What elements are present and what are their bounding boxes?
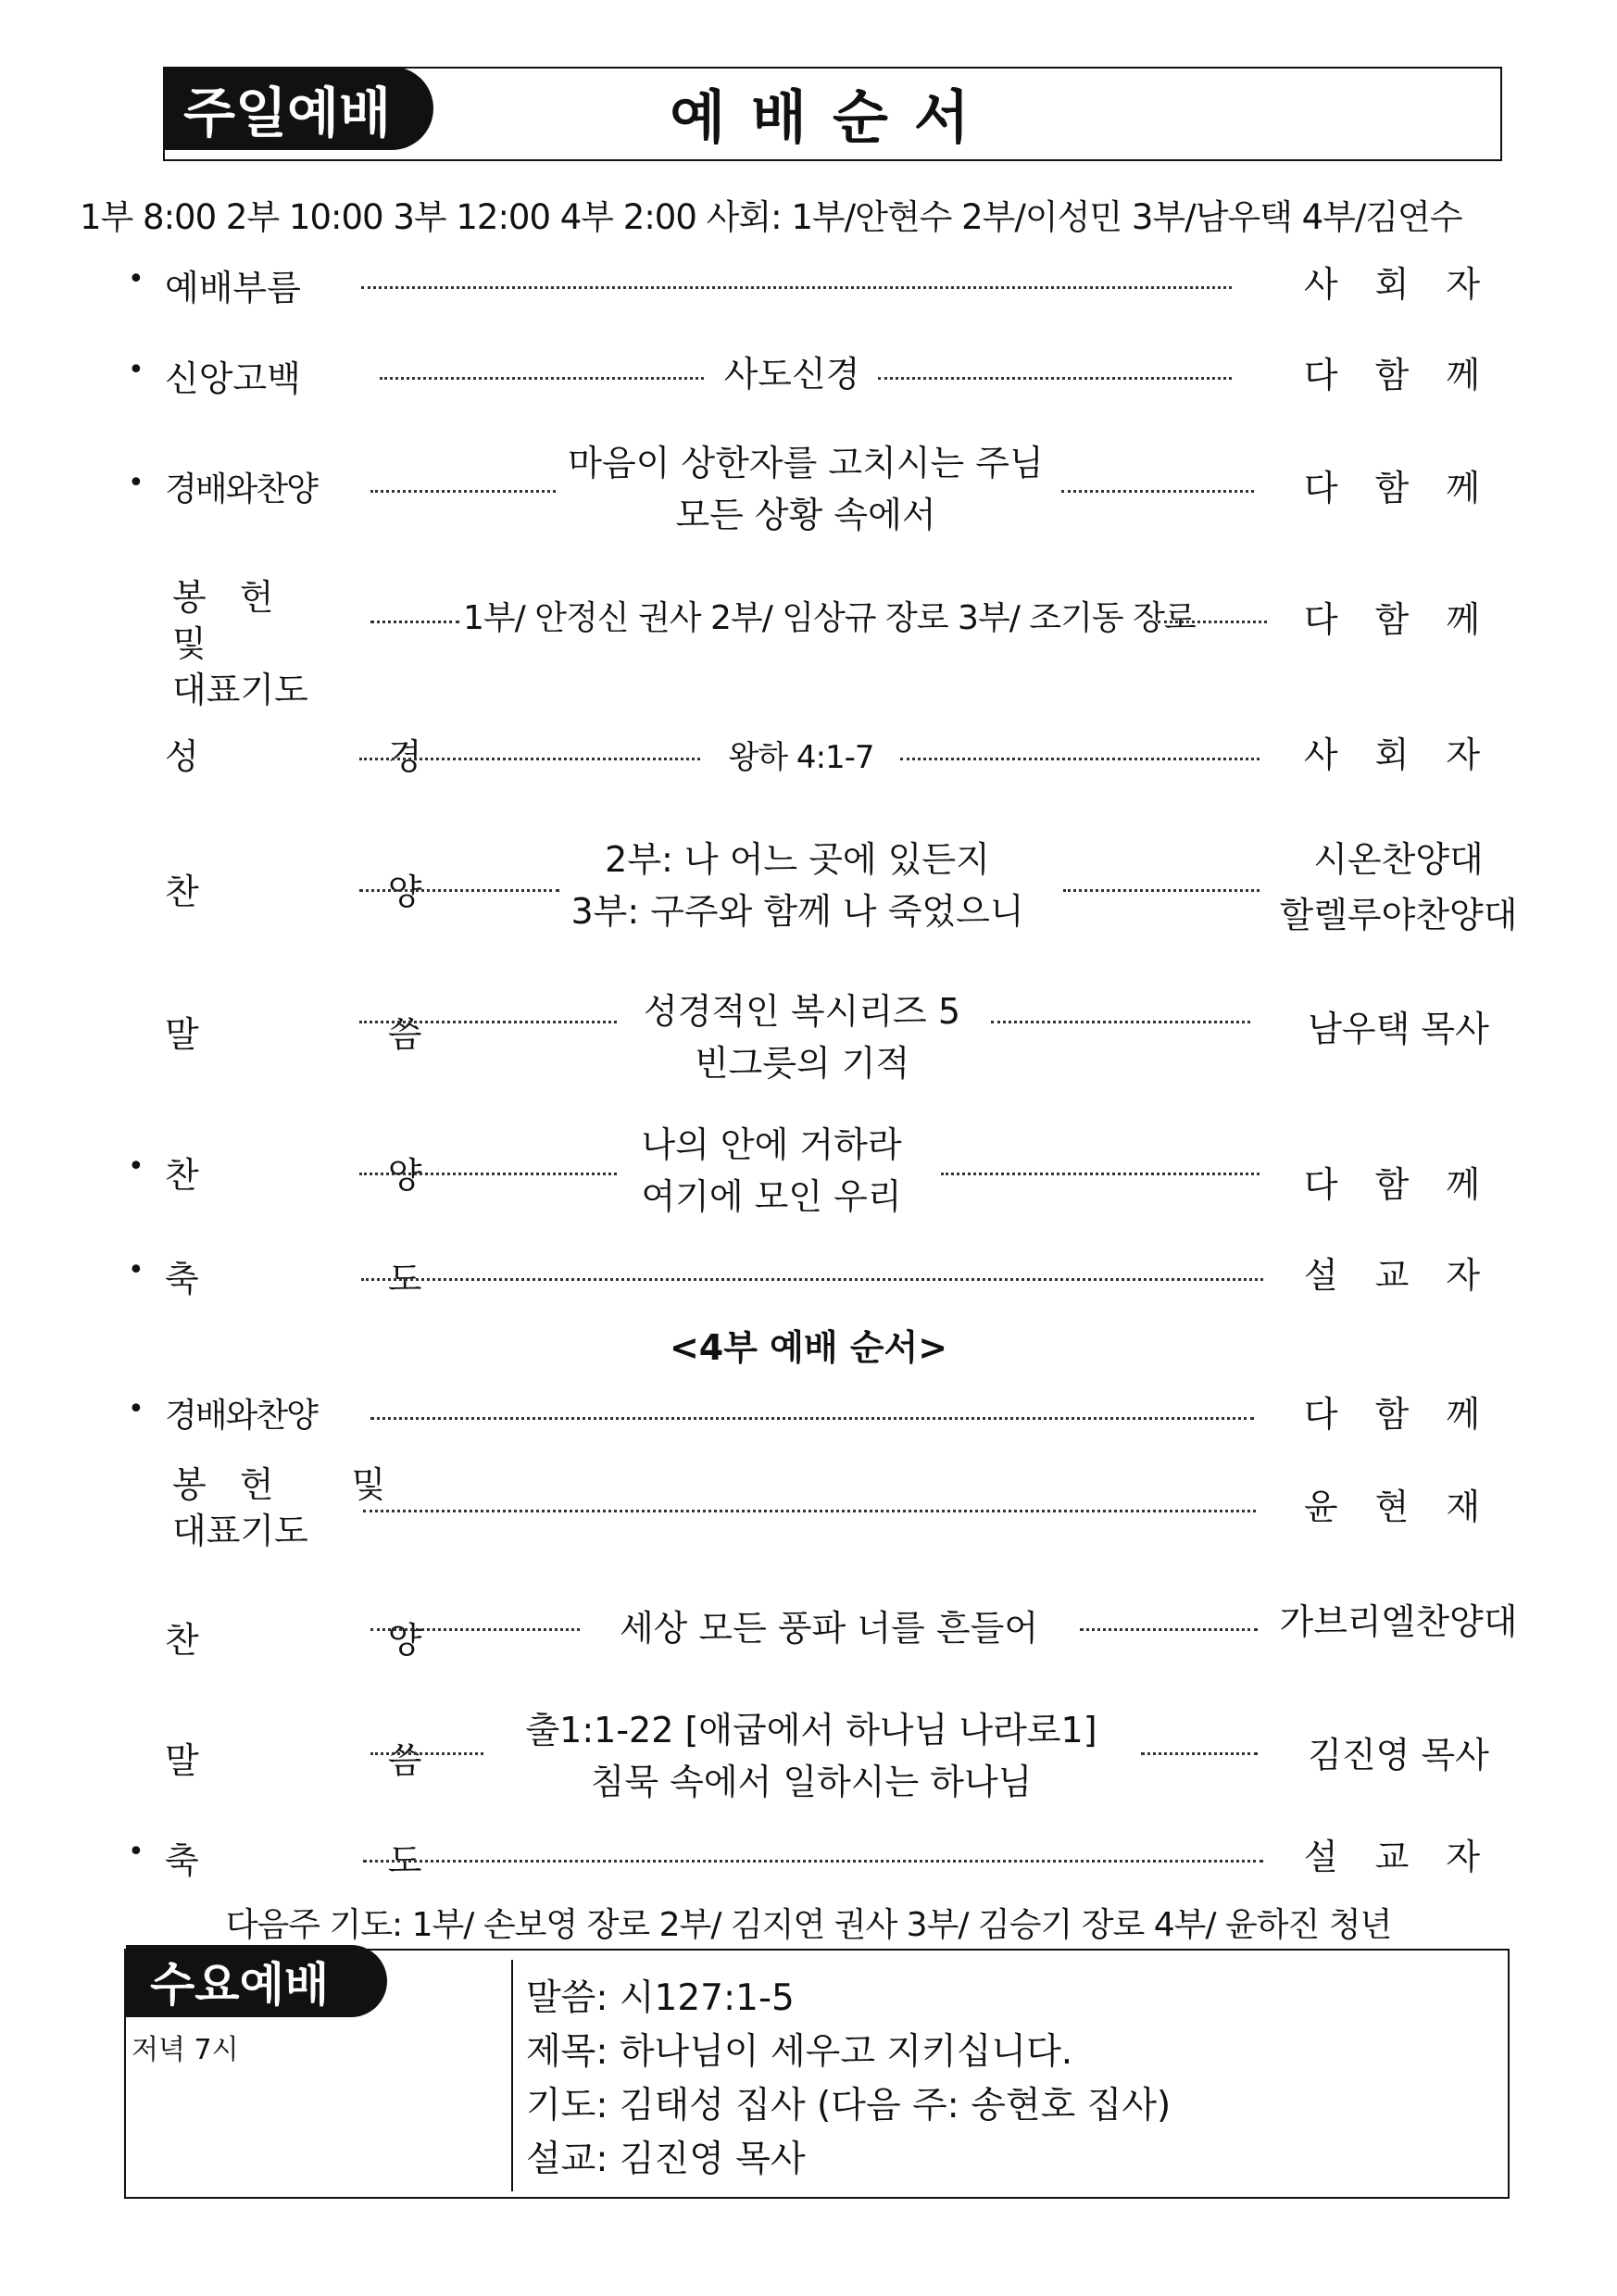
dot-leader [941, 1173, 1260, 1175]
dot-leader [1080, 1628, 1258, 1631]
item-label: 말 씀 [165, 1740, 511, 1781]
fourth-service-heading: <4부 예배 순서> [669, 1327, 948, 1368]
dot-leader [1061, 490, 1254, 493]
item-content-line: 여기에 모인 우리 [641, 1176, 902, 1217]
bullet: • [128, 263, 144, 295]
item-presenter: 다 함 께 [1303, 468, 1494, 508]
item-content: 세상 모든 풍파 너를 흔들어 [619, 1608, 1039, 1649]
wednesday-time: 저녁 7시 [132, 2034, 239, 2066]
item-content-line: 모든 상황 속에서 [675, 495, 936, 535]
item-content: 사도신경 [723, 354, 860, 395]
item-label: 신앙고백 [165, 358, 301, 399]
wednesday-title: 제목: 하나님이 세우고 지키십니다. [526, 2031, 1073, 2073]
wednesday-preacher: 설교: 김진영 목사 [526, 2139, 806, 2180]
item-label: 찬 양 [165, 1620, 511, 1661]
item-content [617, 985, 987, 1089]
item-content [561, 834, 1034, 937]
dot-leader [1141, 1752, 1258, 1755]
dot-leader [359, 758, 700, 760]
dot-leader [370, 1417, 1254, 1420]
bullet: • [128, 467, 144, 499]
item-label-line: 봉헌 및 [172, 1464, 420, 1505]
dot-leader [878, 377, 1232, 380]
item-content-line: 빈그릇의 기적 [694, 1043, 910, 1084]
item-presenter: 다 함 께 [1303, 1164, 1494, 1205]
item-label: 축 도 [165, 1259, 511, 1299]
item-content-line: 3부: 구주와 함께 나 죽었으니 [570, 891, 1024, 932]
dot-leader [370, 490, 556, 493]
bullet: • [128, 354, 144, 386]
service-times-info: 1부 8:00 2부 10:00 3부 12:00 4부 2:00 사회: 1부/안현수 2부/이성민 3부/남우택 4부/김연수 [80, 197, 1462, 237]
item-label: 예배부름 [165, 268, 301, 308]
item-presenter: 다 함 께 [1303, 355, 1494, 395]
item-content-line: 2부: 나 어느 곳에 있든지 [605, 839, 990, 880]
dot-leader [359, 889, 559, 892]
dot-leader [380, 377, 704, 380]
item-presenter: 다 함 께 [1303, 1394, 1494, 1435]
item-label-line: 대표기도 [172, 670, 308, 710]
bullet: • [128, 1393, 144, 1425]
dot-leader [1158, 621, 1267, 623]
item-label-line: 봉헌 및 [172, 577, 307, 664]
item-presenter: 사 회 자 [1303, 734, 1494, 775]
item-content-line: 침묵 속에서 일하시는 하나님 [590, 1762, 1033, 1802]
item-label: 찬 양 [165, 1155, 511, 1196]
next-week-prayer: 다음주 기도: 1부/ 손보영 장로 2부/ 김지연 권사 3부/ 김승기 장로 4부/ 윤하진 청년 [225, 1906, 1392, 1944]
item-content [556, 437, 1056, 541]
item-presenter [1273, 832, 1523, 943]
item-presenter: 설 교 자 [1303, 1255, 1494, 1296]
item-label [172, 574, 320, 713]
item-content: 1부/ 안정신 권사 2부/ 임상규 장로 3부/ 조기동 장로 [463, 599, 1196, 637]
item-content-line: 마음이 상한자를 고치시는 주님 [568, 443, 1044, 483]
item-presenter-line: 할렐루야찬양대 [1279, 895, 1518, 935]
dot-leader [363, 1510, 1256, 1512]
item-presenter: 사 회 자 [1303, 264, 1494, 305]
dot-leader [991, 1021, 1250, 1023]
item-presenter: 남우택 목사 [1308, 1009, 1489, 1049]
item-content: 왕하 4:1-7 [728, 739, 874, 776]
item-label: 경배와찬양 [165, 470, 317, 508]
item-label-line: 대표기도 [172, 1511, 308, 1551]
item-content-line: 성경적인 복시리즈 5 [644, 991, 960, 1032]
item-content-line: 출1:1-22 [애굽에서 하나님 나라로1] [525, 1710, 1097, 1750]
dot-leader [370, 1752, 483, 1755]
page-title: 예배순서 [670, 83, 996, 151]
bullet: • [128, 1254, 144, 1286]
dot-leader [370, 621, 459, 623]
item-presenter-line: 시온찬양대 [1313, 839, 1484, 880]
item-label: 경배와찬양 [165, 1397, 317, 1435]
item-presenter: 김진영 목사 [1308, 1735, 1489, 1775]
item-label: 말 씀 [165, 1014, 511, 1055]
item-presenter: 설 교 자 [1303, 1837, 1494, 1877]
item-label: 축 도 [165, 1840, 511, 1881]
dot-leader [363, 1860, 1263, 1863]
item-label: 성 경 [165, 736, 511, 777]
dot-leader [359, 1021, 617, 1023]
item-content [487, 1704, 1135, 1808]
bullet: • [128, 1150, 144, 1183]
bullet: • [128, 1836, 144, 1868]
dot-leader [361, 1278, 1263, 1281]
divider [511, 1960, 513, 2191]
item-presenter: 윤 현 재 [1303, 1487, 1494, 1527]
item-label: 찬 양 [165, 872, 511, 912]
dot-leader [1063, 889, 1260, 892]
item-presenter: 다 함 께 [1303, 599, 1494, 640]
wednesday-prayer: 기도: 김태성 집사 (다음 주: 송현호 집사) [526, 2085, 1172, 2127]
dot-leader [370, 1628, 580, 1631]
dot-leader [900, 758, 1260, 760]
wednesday-scripture: 말씀: 시127:1-5 [526, 1977, 795, 2019]
dot-leader [359, 1173, 617, 1175]
item-label [172, 1462, 419, 1554]
item-content-line: 나의 안에 거하라 [641, 1124, 902, 1165]
sunday-service-tag: 주일예배 [163, 67, 433, 150]
dot-leader [361, 286, 1232, 289]
item-content [619, 1119, 924, 1223]
item-presenter: 가브리엘찬양대 [1279, 1601, 1518, 1642]
wednesday-service-tag: 수요예배 [126, 1945, 387, 2017]
